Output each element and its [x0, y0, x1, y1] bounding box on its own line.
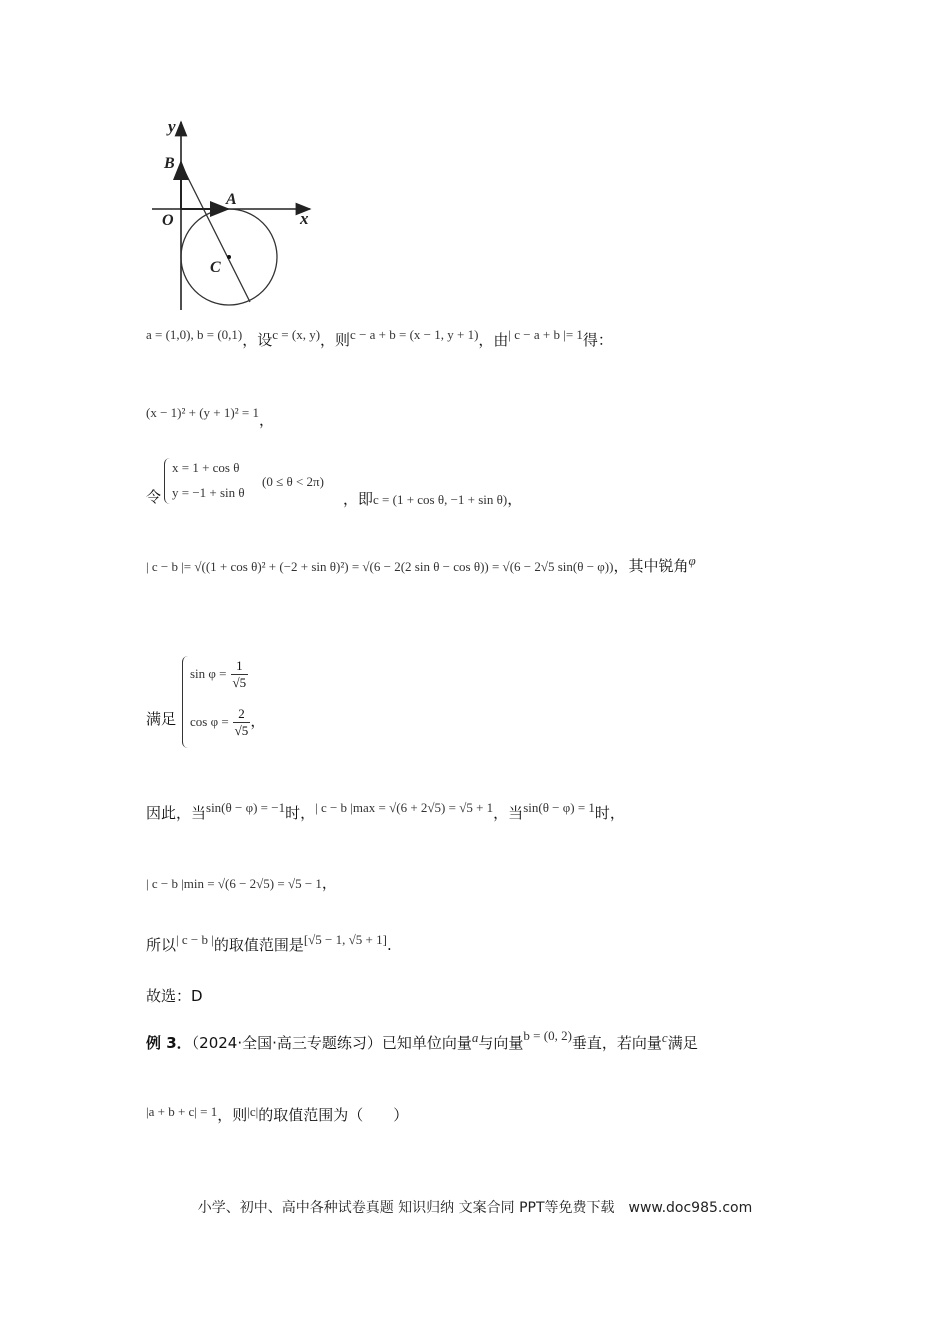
coordinate-figure [140, 112, 330, 318]
label-y: y [168, 117, 176, 136]
label-b: B [164, 155, 175, 172]
example-label: 例 3． [146, 1034, 192, 1052]
math-norm: | c − a + b |= 1 [508, 327, 583, 342]
segment-bc [181, 164, 250, 302]
math-expr: c − a + b = (x − 1, y + 1) [350, 327, 479, 342]
page-footer: 小学、初中、高中各种试卷真题 知识归纳 文案合同 PPT等免费下载 www.doc985.com [197, 1200, 753, 1216]
line-2: (x − 1)² + (y + 1)² = 1， [146, 405, 274, 429]
label-x: x [300, 209, 309, 228]
math-circle-eq: (x − 1)² + (y + 1)² = 1 [146, 405, 259, 420]
center-point [227, 255, 231, 259]
sin-phi-eq: sin φ = $\frac{1}{√5}$ [190, 658, 247, 690]
line-3-rest: ，即c = (1 + cos θ, −1 + sin θ)， [343, 490, 523, 508]
math-c: c = (x, y) [272, 327, 321, 342]
line-8: 所以| c − b |的取值范围是[√5 − 1, √5 + 1]. [146, 932, 392, 954]
math-c-param: c = (1 + cos θ, −1 + sin θ) [373, 492, 508, 507]
sys-y: y = −1 + sin θ [172, 485, 245, 500]
label-c: C [210, 259, 221, 276]
label-a: A [226, 191, 237, 208]
example-3-line-1: 例 3．（2024·全国·高三专题练习）已知单位向量a与向量b = (0, 2)垂直，若向量c满足 [146, 1028, 698, 1052]
math-norm-cb: | c − b |= √((1 + cos θ)² + (−2 + sin θ)²) = √(6 − 2(2 sin θ − cos θ)) = √(6 − 2√5 sin(θ − φ)) [146, 559, 614, 574]
line-7: | c − b |min = √(6 − 2√5) = √5 − 1， [146, 874, 337, 892]
brace-phi [182, 656, 189, 748]
answer-line: 故选：D [146, 987, 203, 1005]
label-o: O [162, 212, 174, 229]
line-6: 因此，当sin(θ − φ) = −1时，| c − b |max = √(6 + 2√5) = √5 + 1，当sin(θ − φ) = 1时， [146, 800, 625, 822]
brace-system [164, 458, 171, 504]
line-1: a = (1,0), b = (0,1)，设c = (x, y)，则c − a + b = (x − 1, y + 1)，由| c − a + b |= 1得： [146, 327, 613, 349]
sys-x: x = 1 + cos θ [172, 460, 240, 475]
line-3-prefix: 令 [146, 488, 162, 506]
cos-phi-eq: cos φ = $\frac{2}{√5}$ ， [190, 706, 266, 738]
example-3-line-2: |a + b + c| = 1，则|c|的取值范围为（ ） [146, 1104, 409, 1124]
math-a-b: a = (1,0), b = (0,1) [146, 327, 243, 342]
line-5-prefix: 满足 [146, 710, 177, 728]
theta-range: (0 ≤ θ < 2π) [262, 474, 324, 489]
line-4: | c − b |= √((1 + cos θ)² + (−2 + sin θ)²) = √(6 − 2(2 sin θ − cos θ)) = √(6 − 2√5 sin(θ − φ))，其中锐角φ [146, 553, 696, 575]
